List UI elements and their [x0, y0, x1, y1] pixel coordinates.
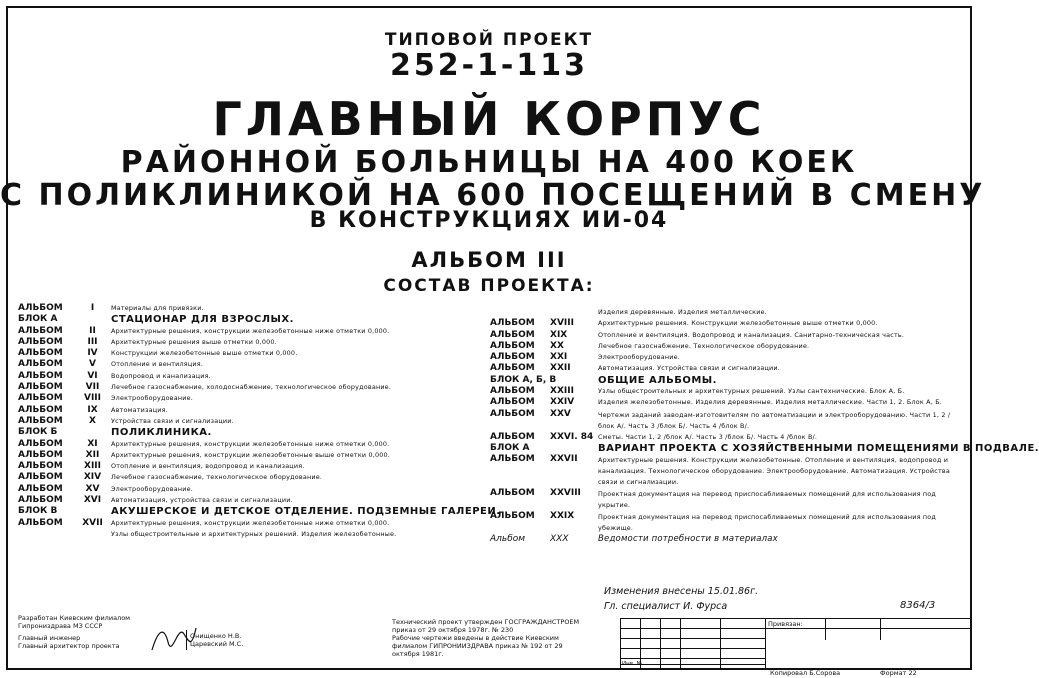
album-row — [18, 529, 488, 540]
album-label: АЛЬБОМ — [18, 359, 63, 370]
developed-by-line-2: Гипрониздрава МЗ СССР — [18, 622, 103, 630]
approved-line-3: Рабочие чертежи введены в действие Киевским — [392, 634, 559, 642]
title-block-line — [620, 658, 765, 659]
album-row — [18, 518, 488, 529]
album-row — [490, 432, 965, 443]
album-number: I — [90, 303, 95, 313]
album-description: Отопление и вентиляция. — [111, 360, 203, 369]
album-label: БЛОК А — [490, 442, 530, 453]
album-row — [18, 326, 488, 337]
album-description: Автоматизация. — [111, 405, 168, 414]
album-number: XXX — [550, 534, 569, 545]
specialist-note: Гл. специалист И. Фурса — [604, 601, 728, 612]
album-number: XV — [85, 483, 100, 494]
stamp-divider — [186, 630, 187, 650]
copied-by: Копировал Б.Сорова — [770, 669, 841, 677]
album-description: Материалы для привязки. — [111, 304, 204, 312]
composition-heading: СОСТАВ ПРОЕКТА: — [383, 276, 595, 296]
album-label: АЛЬБОМ — [18, 382, 63, 393]
title-block-line — [680, 618, 681, 668]
album-description: Сметы. Части 1, 2 /блок А/. Часть 3 /блок Б/. Часть 4 /блок В/. — [598, 432, 818, 441]
album-description: Конструкции железобетонные выше отметки 0,000. — [111, 349, 298, 358]
inventory-label: Инв. № — [622, 661, 643, 667]
album-row — [18, 484, 488, 495]
album-row — [18, 450, 488, 461]
privyazan-label: Привязан: — [768, 620, 803, 628]
album-description: Узлы общестроительные и архитектурных решений. Изделия железобетонные. — [111, 529, 397, 538]
album-description: Архитектурные решения. Конструкции железобетонные выше отметки 0,000. — [598, 319, 878, 328]
format-label: Формат 22 — [880, 669, 917, 677]
album-number: XXVI. 84 — [550, 431, 594, 442]
album-row — [18, 416, 488, 427]
album-description: Проектная документация на перевод приспосабливаемых помещений для использования под убежище. — [598, 513, 937, 533]
project-number: 252-1-113 — [389, 48, 589, 83]
album-number: АЛЬБОМ III — [411, 248, 567, 272]
album-number: XVII — [82, 517, 103, 528]
name-tsarevsky: Царевский М.С. — [190, 640, 244, 648]
album-number: XXVIII — [550, 488, 581, 499]
album-label: АЛЬБОМ — [18, 483, 63, 494]
album-label: АЛЬБОМ — [18, 348, 63, 359]
album-row — [18, 461, 488, 472]
album-row — [490, 454, 965, 488]
album-description: Архитектурные решения, конструкции железобетонные ниже отметки 0,000. — [111, 439, 390, 448]
album-description: Чертежи заданий заводам-изготовителям по автоматизации и электрооборудованию. Части 1, 2 /блок А/. Часть 3 /блок Б/. Часть 4 /блок В/. — [598, 410, 951, 430]
chief-architect-label: Главный архитектор проекта — [18, 642, 120, 650]
title-block-line — [660, 618, 661, 668]
subtitle-constructions: В КОНСТРУКЦИЯХ ИИ-04 — [309, 208, 669, 233]
approved-line-1: Технический проект утвержден ГОСГРАЖДАНСТРОЕМ — [392, 618, 580, 626]
album-label: АЛЬБОМ — [18, 325, 63, 336]
album-row — [490, 511, 965, 534]
album-description: СТАЦИОНАР ДЛЯ ВЗРОСЛЫХ. — [111, 314, 294, 326]
album-number: II — [89, 325, 96, 336]
album-row — [18, 495, 488, 506]
name-onishchenko: Онищенко Н.В. — [190, 632, 242, 640]
album-description: Изделия железобетонные. Изделия деревянные. Изделия металлические. Части 1, 2. Блок А, Б. — [598, 398, 943, 407]
album-row — [490, 318, 965, 329]
album-description: ВАРИАНТ ПРОЕКТА С ХОЗЯЙСТВЕННЫМИ ПОМЕЩЕНИЯМИ В ПОДВАЛЕ. — [598, 442, 1039, 454]
title-block-line — [620, 628, 970, 629]
album-label: АЛЬБОМ — [490, 329, 535, 340]
album-description: Архитектурные решения, конструкции железобетонные выше отметки 0,000. — [111, 450, 390, 459]
album-label: БЛОК Б — [18, 427, 58, 438]
title-block-line — [825, 618, 826, 640]
album-number: XII — [85, 449, 100, 460]
album-number: XXIV — [550, 397, 575, 408]
album-description: Водопровод и канализация. — [111, 371, 211, 380]
album-description: Ведомости потребности в материалах — [598, 534, 778, 545]
album-number: VII — [85, 382, 100, 393]
album-description: Отопление и вентиляция. Водопровод и канализация. Санитарно-техническая часть. — [598, 330, 905, 339]
title-block-line — [620, 638, 765, 639]
album-number: XXIX — [550, 511, 575, 522]
album-number: IV — [87, 348, 98, 359]
album-label: АЛЬБОМ — [18, 517, 63, 528]
approved-line-4: филиалом ГИПРОНИИЗДРАВА приказ № 192 от 29 — [392, 642, 563, 650]
album-description: Изделия деревянные. Изделия металлические. — [598, 308, 767, 316]
album-row — [490, 534, 965, 545]
title-block-line — [720, 618, 721, 668]
album-number: XX — [550, 340, 564, 351]
album-label: АЛЬБОМ — [18, 449, 63, 460]
album-number: XVI — [83, 495, 102, 506]
album-row — [18, 348, 488, 359]
album-row — [18, 371, 488, 382]
album-number: XXI — [550, 352, 568, 363]
album-description: Устройства связи и сигнализации. — [111, 416, 234, 425]
album-row — [490, 307, 965, 318]
title-block-line — [765, 618, 766, 668]
album-number: VIII — [83, 393, 101, 404]
album-number: XIII — [84, 461, 101, 472]
album-number: III — [87, 336, 98, 347]
album-label: БЛОК А — [18, 314, 58, 325]
approved-line-5: октября 1981г. — [392, 650, 444, 658]
album-row — [18, 303, 488, 314]
chief-engineer-label: Главный инженер — [18, 634, 81, 642]
composition-list-right — [490, 307, 1039, 546]
album-row — [490, 397, 965, 408]
album-description: Электрооборудование. — [111, 484, 193, 493]
album-description: Автоматизация, устройства связи и сигнализации. — [111, 496, 293, 505]
album-number: V — [89, 359, 96, 370]
album-label: АЛЬБОМ — [490, 363, 535, 374]
album-row — [18, 393, 488, 404]
album-label: АЛЬБОМ — [490, 397, 535, 408]
album-label: АЛЬБОМ — [18, 393, 63, 404]
album-description: ОБЩИЕ АЛЬБОМЫ. — [598, 374, 717, 386]
album-row — [490, 352, 965, 363]
album-description: Лечебное газоснабжение, холодоснабжение, технологическое оборудование. — [111, 383, 392, 392]
album-row — [18, 337, 488, 348]
album-label: БЛОК А, Б, В — [490, 374, 557, 385]
album-row — [490, 363, 965, 374]
album-row — [490, 409, 965, 432]
album-description: Лечебное газоснабжение. Технологическое оборудование. — [598, 341, 810, 350]
album-row — [18, 472, 488, 483]
album-label: АЛЬБОМ — [490, 318, 535, 329]
section-heading-row — [18, 506, 501, 518]
album-row — [18, 439, 488, 450]
album-description: Узлы общестроительных и архитектурных решений. Узлы сантехнические. Блок А, Б. — [598, 387, 905, 396]
album-description: Архитектурные решения, конструкции железобетонные ниже отметки 0,000. — [111, 326, 390, 335]
composition-list-left — [18, 303, 501, 540]
album-label: АЛЬБОМ — [18, 404, 63, 415]
album-description: Автоматизация. Устройства связи и сигнализации. — [598, 364, 780, 373]
album-number: VI — [87, 370, 98, 381]
section-heading-row — [18, 314, 488, 325]
album-label: АЛЬБОМ — [18, 472, 63, 483]
changes-note: Изменения внесены 15.01.86г. — [604, 586, 759, 597]
album-number: XXVII — [550, 454, 578, 465]
album-label: АЛЬБОМ — [18, 370, 63, 381]
album-description: Лечебное газоснабжение, технологическое оборудование. — [111, 473, 323, 482]
album-label: АЛЬБОМ — [490, 511, 535, 522]
album-label: АЛЬБОМ — [490, 488, 535, 499]
album-row — [490, 488, 965, 511]
album-label: АЛЬБОМ — [490, 431, 535, 442]
album-label: АЛЬБОМ — [18, 461, 63, 472]
album-row — [18, 405, 488, 416]
album-label: АЛЬБОМ — [18, 415, 63, 426]
album-description: ПОЛИКЛИНИКА. — [111, 427, 212, 439]
album-description: Электрооборудование. — [598, 353, 680, 362]
album-label: Альбом — [490, 534, 526, 545]
album-number: XI — [87, 438, 98, 449]
sheet-code: 8364/3 — [900, 600, 936, 611]
approved-line-2: приказ от 29 октября 1978г. № 230 — [392, 626, 514, 634]
subtitle-hospital: РАЙОННОЙ БОЛЬНИЦЫ НА 400 КОЕК — [120, 145, 858, 180]
album-label: АЛЬБОМ — [18, 336, 63, 347]
album-description: Отопление и вентиляция, водопровод и канализация. — [111, 462, 305, 471]
album-description: Архитектурные решения. Конструкции железобетонные. Отопление и вентиляция, водопровод и канализация. Технологическое оборудование. Электрооборудование. Автоматизация. Устройства связи и сигнализации. — [598, 456, 950, 487]
album-label: АЛЬБОМ — [490, 408, 535, 419]
album-label: АЛЬБОМ — [490, 352, 535, 363]
album-row — [18, 382, 488, 393]
album-row — [18, 359, 488, 370]
main-title: ГЛАВНЫЙ КОРПУС — [212, 92, 766, 146]
album-description: Электрооборудование. — [111, 394, 193, 403]
album-label: БЛОК В — [18, 506, 58, 517]
album-label: АЛЬБОМ — [18, 438, 63, 449]
album-description: Архитектурные решения выше отметки 0,000. — [111, 337, 277, 346]
album-label: АЛЬБОМ — [490, 386, 535, 397]
album-number: XXIII — [550, 386, 574, 397]
album-description: АКУШЕРСКОЕ И ДЕТСКОЕ ОТДЕЛЕНИЕ. ПОДЗЕМНЫЕ ГАЛЕРЕИ. — [111, 506, 501, 518]
album-number: X — [89, 415, 96, 426]
developed-by-line-1: Разработан Киевским филиалом — [18, 614, 131, 622]
album-number: XXII — [550, 363, 571, 374]
album-row — [490, 386, 965, 397]
album-description: Архитектурные решения, конструкции железобетонные ниже отметки 0,000. — [111, 518, 390, 527]
section-heading-row — [490, 442, 1039, 454]
album-number: XIV — [83, 472, 102, 483]
album-label: АЛЬБОМ — [490, 340, 535, 351]
album-row — [490, 341, 965, 352]
album-row — [490, 330, 965, 341]
album-number: XIX — [550, 329, 568, 340]
album-number: XVIII — [550, 318, 574, 329]
title-block-line — [880, 618, 881, 640]
album-label: АЛЬБОМ — [18, 303, 63, 313]
album-number: IX — [87, 404, 98, 415]
album-number: XXV — [550, 408, 571, 419]
title-block-line — [620, 648, 765, 649]
section-heading-row — [490, 375, 965, 386]
project-type: ТИПОВОЙ ПРОЕКТ — [384, 30, 594, 50]
subtitle-polyclinic: С ПОЛИКЛИНИКОЙ НА 600 ПОСЕЩЕНИЙ В СМЕНУ — [0, 178, 986, 213]
album-label: АЛЬБОМ — [18, 495, 63, 506]
section-heading-row — [18, 427, 488, 438]
album-description: Проектная документация на перевод приспосабливаемых помещений для использования под укрытие. — [598, 490, 937, 510]
album-label: АЛЬБОМ — [490, 454, 535, 465]
